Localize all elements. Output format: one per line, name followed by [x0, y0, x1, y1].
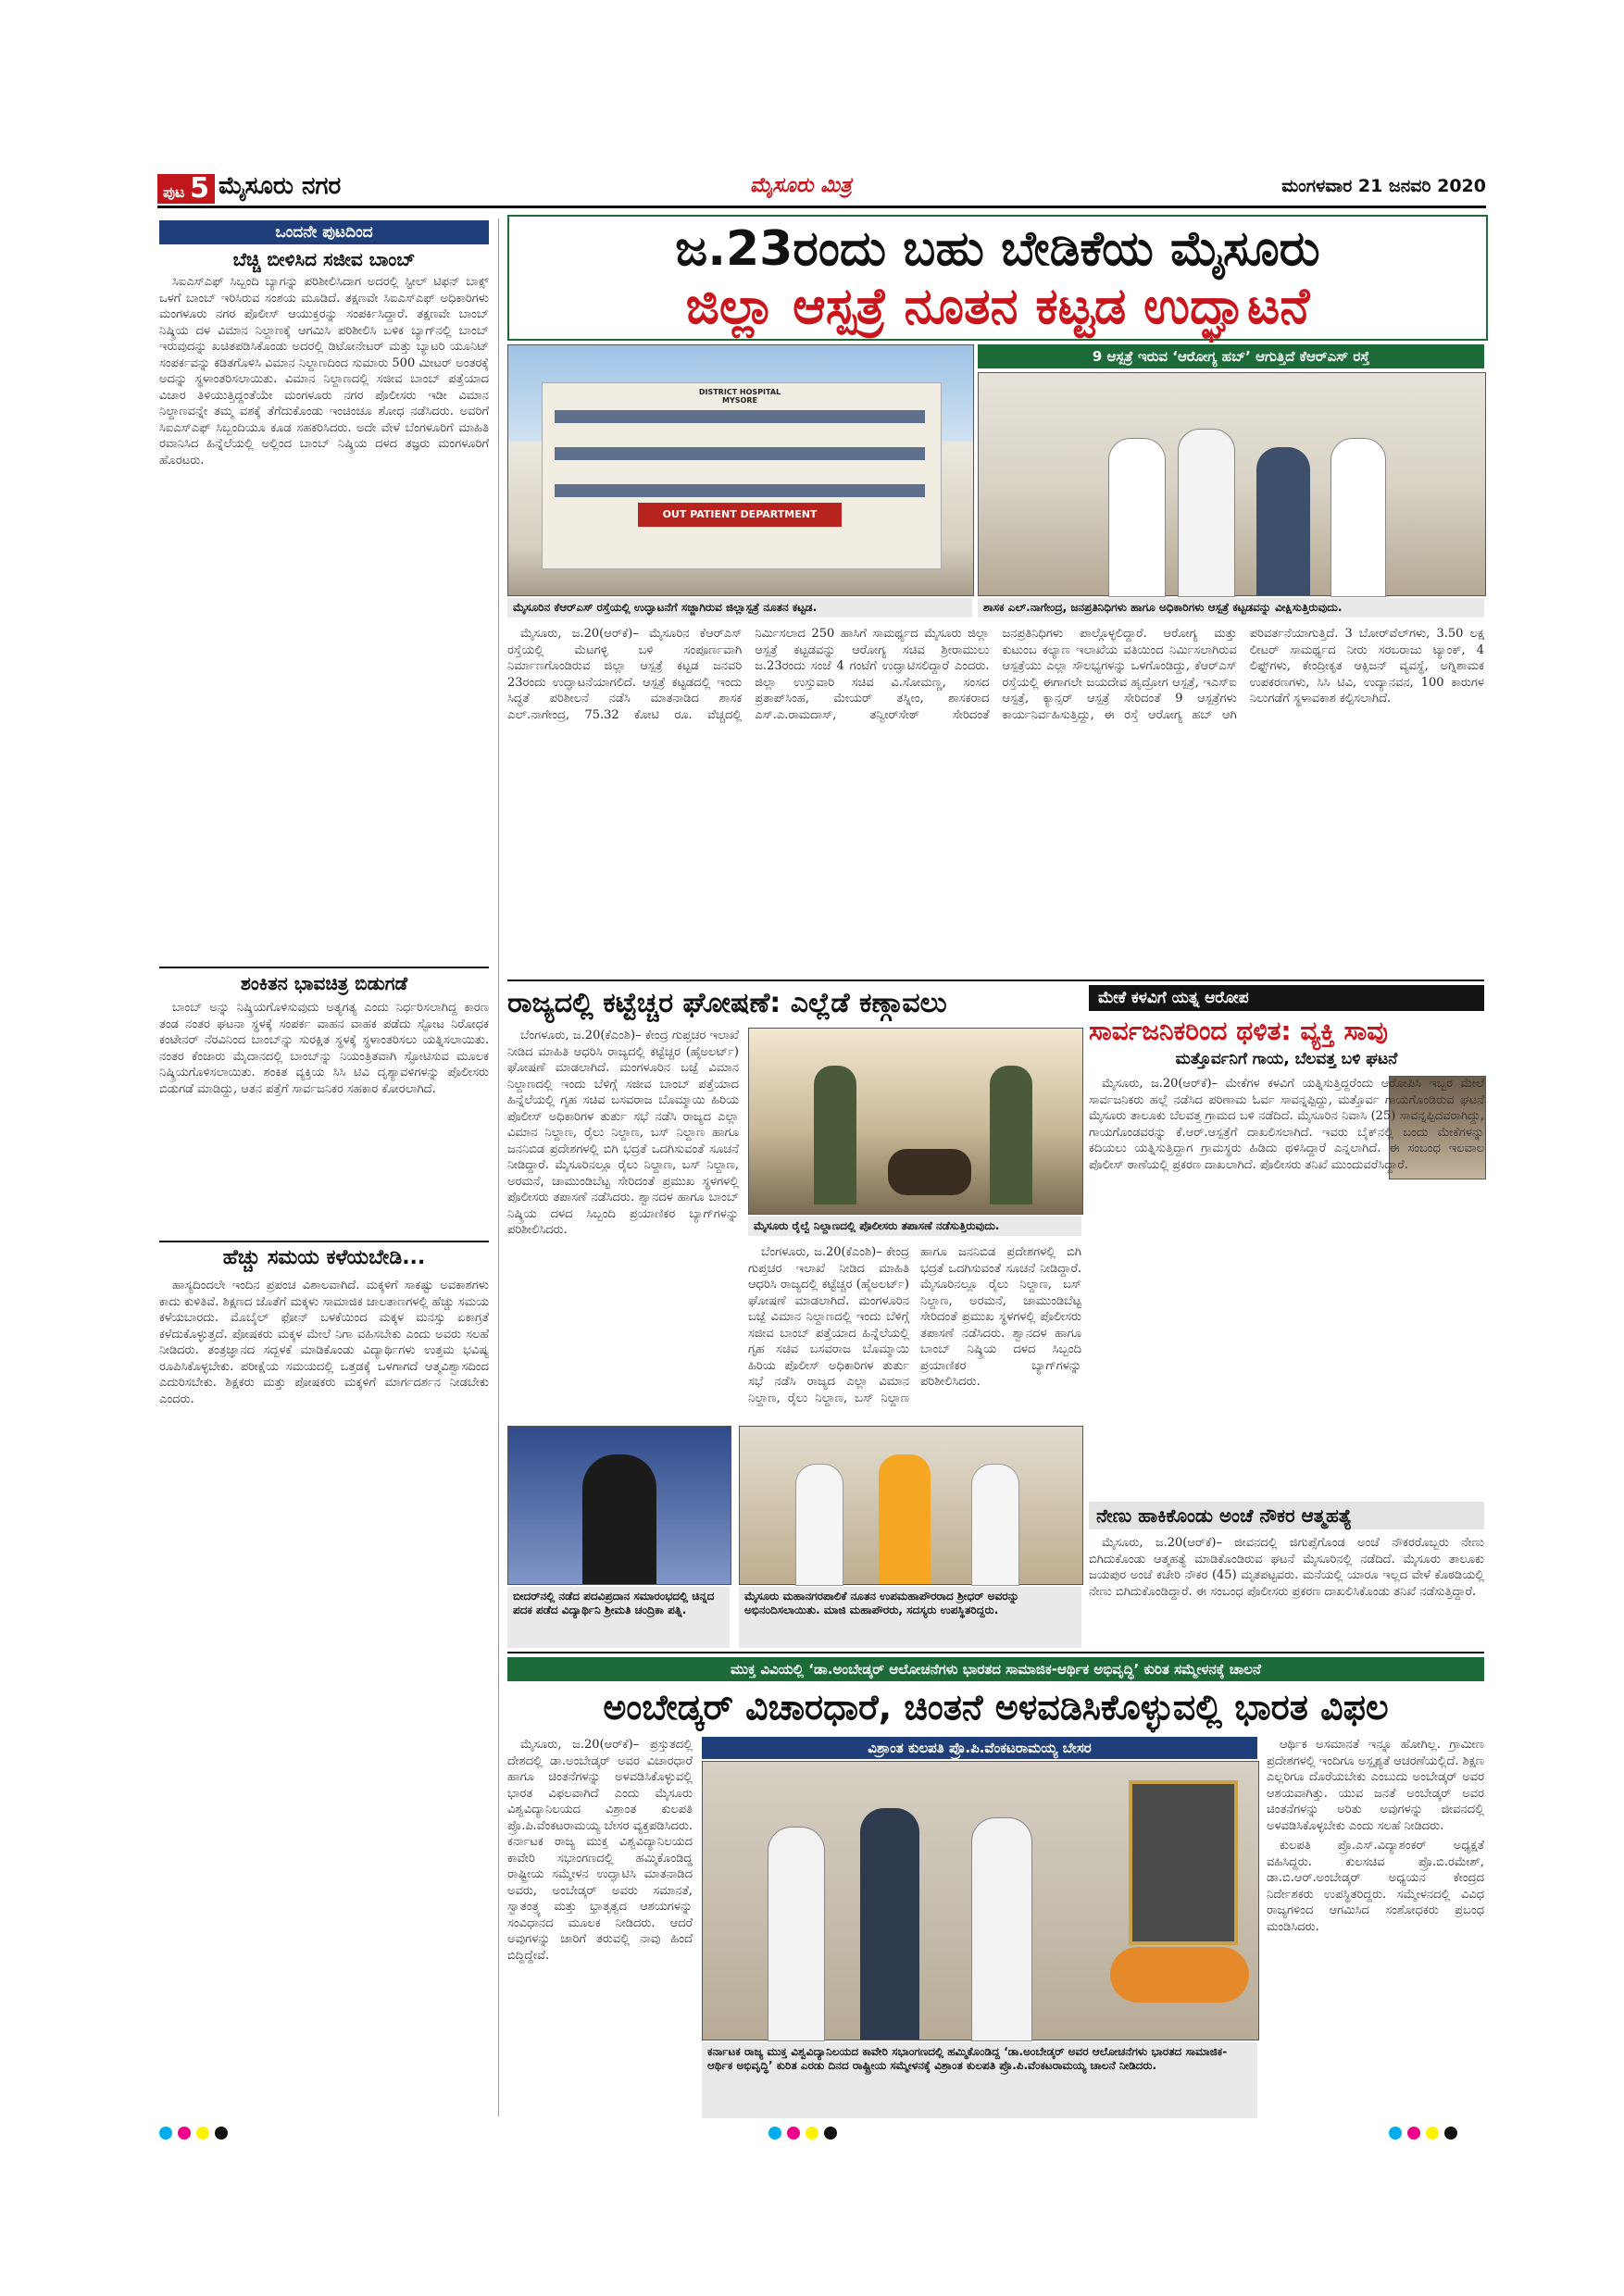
continued-banner: ಒಂದನೇ ಪುಟದಿಂದ — [159, 220, 489, 244]
black-dot — [824, 2127, 837, 2140]
yellow-dot — [196, 2127, 209, 2140]
right-story-subhead: ಮತ್ತೊರ್ವನಿಗೆ ಗಾಯ, ಬೆಲವತ್ತ ಬಳಿ ಘಟನೆ — [1175, 1050, 1398, 1068]
building-window-band — [555, 484, 925, 497]
section-title: ಮೈಸೂರು ನಗರ — [219, 172, 342, 200]
divider — [507, 1652, 1484, 1653]
felicitation-person — [971, 1464, 1019, 1586]
photo-caption: ಮೈಸೂರಿನ ಕೆಆರ್‌ಎಸ್ ರಸ್ತೆಯಲ್ಲಿ ಉದ್ಘಾಟನೆಗೆ ಸಜ್ಜಾಗಿರುವ ಜಿಲ್ಲಾಸ್ಪತ್ರೆ ನೂತನ ಕಟ್ಟಡ. — [507, 598, 972, 618]
corridor-person — [1108, 438, 1166, 597]
yellow-dot — [1426, 2127, 1439, 2140]
event-person — [860, 1808, 919, 2040]
felicitation-person — [795, 1464, 843, 1586]
corridor-person — [1256, 447, 1310, 595]
right-story-body — [1089, 1076, 1484, 1496]
event-person — [971, 1817, 1032, 2041]
story-paragraph: ಸಿಐಎಸ್‌ಎಫ್ ಸಿಬ್ಬಂದಿ ಬ್ಯಾಗನ್ನು ಪರಿಶೀಲಿಸಿದಾಗ ಅದರಲ್ಲಿ ಸ್ಟೀಲ್ ಟಿಫನ್ ಬಾಕ್ಸ್ ಒಳಗೆ ಬಾಂಬ್ ಇರಿಸಿರುವ ಸಂಶಯ ಮೂಡಿದೆ. ತಕ್ಷಣವೇ ಸಿಐಎಸ್‌ಎಫ್ ಅಧಿಕಾರಿಗಳು ಮಂಗಳೂರು ನಗರ ಪೊಲೀಸ್ ಆಯುಕ್ತರನ್ನು ಸಂಪರ್ಕಿಸಿದ್ದಾರೆ. ತಕ್ಷಣವೇ ಬಾಂಬ್ ನಿಷ್ಕ್ರಿಯ ದಳ ವಿಮಾನ ನಿಲ್ದಾಣಕ್ಕೆ ಆಗಮಿಸಿ ಪರಿಶೀಲಿಸಿ ಬಳಿಕ ಬ್ಯಾಗ್‌ನಲ್ಲಿ ಬಾಂಬ್ ಇರುವುದನ್ನು ಖಚಿತಪಡಿಸಿಕೊಂಡು ಅದರಲ್ಲಿ ಡಿಟೋನೇಟರ್ ಮತ್ತು ಬ್ಯಾಟರಿ ಯೂನಿಟ್ ಸಂಪರ್ಕವನ್ನು ಕಡಿತಗೊಳಿಸಿ ವಿಮಾನ ನಿಲ್ದಾಣದಿಂದ ಸುಮಾರು 500 ಮೀಟರ್ ಅಂತರಕ್ಕೆ ಅದನ್ನು ಸ್ಥಳಾಂತರಿಸಲಾಯಿತು. ವಿಮಾನ ನಿಲ್ದಾಣದಲ್ಲಿ ಸಜೀವ ಬಾಂಬ್ ಪತ್ತೆಯಾದ ವಿಚಾರ ತಿಳಿಯುತ್ತಿದ್ದಂತೆಯೇ ಮಂಗಳೂರು ನಗರ ಪೊಲೀಸರು ಇಡೀ ವಿಮಾನ ನಿಲ್ದಾಣವನ್ನೇ ತಮ್ಮ ವಶಕ್ಕೆ ತೆಗೆದುಕೊಂಡು ಇಂಚಿಂಚೂ ಶೋಧ ನಡೆಸಿದರು. ಅವರಿಗೆ ಸಿಐಎಸ್‌ಎಫ್ ಸಿಬ್ಬಂದಿಯೂ ಕೂಡ ಸಹಕರಿಸಿದರು. ಅದೇ ವೇಳೆ ಬೆಂಗಳೂರಿಗೆ ಮಾಹಿತಿ ರವಾನಿಸಿದ ಹಿನ್ನೆಲೆಯಲ್ಲಿ ಅಲ್ಲಿಂದ ಬಾಂಬ್ ನಿಷ್ಕ್ರಿಯ ದಳದ ತಜ್ಞರು ಮಂಗಳೂರಿಗೆ ಹೊರಟರು. — [159, 275, 489, 468]
ambedkar-headline: ಅಂಬೇಡ್ಕರ್ ವಿಚಾರಧಾರೆ, ಚಿಂತನೆ ಅಳವಡಿಸಿಕೊಳ್ಳುವಲ್ಲಿ ಭಾರತ ವಿಫಲ — [603, 1687, 1389, 1728]
lead-headline-line1: ಜ.23ರಂದು ಬಹು ಬೇಡಿಕೆಯ ಮೈಸೂರು — [675, 221, 1320, 277]
ambedkar-body-left — [507, 1737, 693, 2116]
building-window-band — [555, 410, 925, 423]
divider — [159, 967, 489, 968]
felicitation-person — [879, 1454, 931, 1584]
magenta-dot — [1407, 2127, 1420, 2140]
alert-headline: ರಾಜ್ಯದಲ್ಲಿ ಕಟ್ಟೆಚ್ಚರ ಘೋಷಣೆ: ಎಲ್ಲೆಡೆ ಕಣ್ಗಾವಲು — [507, 987, 947, 1019]
ambedkar-photo-banner: ವಿಶ್ರಾಂತ ಕುಲಪತಿ ಪ್ರೊ.ಪಿ.ವೆಂಕಟರಾಮಯ್ಯ ಬೇಸರ — [702, 1737, 1257, 1759]
page-label: ಪುಟ — [163, 183, 185, 201]
story-paragraph: ಮೈಸೂರು, ಜ.20(ಆರ್‌ಕೆ)– ಮೈಸೂರಿನ ಕೆಆರ್‌ಎಸ್ ರಸ್ತೆಯಲ್ಲಿ ಮೆಟಗಳ್ಳಿ ಬಳಿ ಸಂಪೂರ್ಣವಾಗಿ ನಿರ್ಮಾಣಗೊಂಡಿರುವ ಜಿಲ್ಲಾ ಆಸ್ಪತ್ರೆ ಕಟ್ಟಡ ಜನವರಿ 23ರಂದು ಉದ್ಘಾಟನೆಯಾಗಲಿದೆ. ಆಸ್ಪತ್ರೆ ಕಟ್ಟಡದಲ್ಲಿ ಇಂದು ಸಿದ್ಧತೆ ಪರಿಶೀಲನೆ ನಡೆಸಿ ಮಾತನಾಡಿದ ಶಾಸಕ ಎಲ್.ನಾಗೇಂದ್ರ, 75.32 ಕೋಟಿ ರೂ. ವೆಚ್ಚದಲ್ಲಿ ನಿರ್ಮಿಸಲಾದ 250 ಹಾಸಿಗೆ ಸಾಮರ್ಥ್ಯದ ಮೈಸೂರು ಜಿಲ್ಲಾ ಆಸ್ಪತ್ರೆ ಕಟ್ಟಡವನ್ನು ಆರೋಗ್ಯ ಸಚಿವ ಶ್ರೀರಾಮುಲು ಜ.23ರಂದು ಸಂಜೆ 4 ಗಂಟೆಗೆ ಉದ್ಘಾಟಿಸಲಿದ್ದಾರೆ ಎಂದರು. ಜಿಲ್ಲಾ ಉಸ್ತುವಾರಿ ಸಚಿವ ವಿ.ಸೋಮಣ್ಣ, ಸಂಸದ ಪ್ರತಾಪ್‌ಸಿಂಹ, ಮೇಯರ್ ತಸ್ನೀಂ, ಶಾಸಕರಾದ ಎಸ್.ಎ.ರಾಮದಾಸ್, ತನ್ವೀರ್‌ಸೇಠ್ ಸೇರಿದಂತೆ ಜನಪ್ರತಿನಿಧಿಗಳು ಪಾಲ್ಗೊಳ್ಳಲಿದ್ದಾರೆ. ಆರೋಗ್ಯ ಮತ್ತು ಕುಟುಂಬ ಕಲ್ಯಾಣ ಇಲಾಖೆಯ ವತಿಯಿಂದ ನಿರ್ಮಿಸಲಾಗಿರುವ ಆಸ್ಪತ್ರೆಯು ಎಲ್ಲಾ ಸೌಲಭ್ಯಗಳನ್ನು ಒಳಗೊಂಡಿದ್ದು, ಕೆಆರ್‌ಎಸ್ ರಸ್ತೆಯಲ್ಲಿ ಈಗಾಗಲೇ ಜಯದೇವ ಹೃದ್ರೋಗ ಆಸ್ಪತ್ರೆ, ಇಎಸ್‌ಐ ಆಸ್ಪತ್ರೆ, ಕ್ಯಾನ್ಸರ್ ಆಸ್ಪತ್ರೆ ಸೇರಿದಂತೆ 9 ಆಸ್ಪತ್ರೆಗಳು ಕಾರ್ಯನಿರ್ವಹಿಸುತ್ತಿದ್ದು, ಈ ರಸ್ತೆ ಆರೋಗ್ಯ ಹಬ್ ಆಗಿ ಪರಿವರ್ತನೆಯಾಗುತ್ತಿದೆ. 3 ಬೋರ್‌ವೆಲ್‌ಗಳು, 3.50 ಲಕ್ಷ ಲೀಟರ್ ಸಾಮರ್ಥ್ಯದ ನೀರು ಸರಬರಾಜು ಟ್ಯಾಂಕ್, 4 ಲಿಫ್ಟ್‌ಗಳು, ಕೇಂದ್ರೀಕೃತ ಆಕ್ಸಿಜನ್ ವ್ಯವಸ್ಥೆ, ಅಗ್ನಿಶಾಮಕ ಉಪಕರಣಗಳು, ಸಿಸಿ ಟಿವಿ, ಉದ್ಯಾನವನ, 100 ಕಾರುಗಳ ನಿಲುಗಡೆಗೆ ಸ್ಥಳಾವಕಾಶ ಕಲ್ಪಿಸಲಾಗಿದೆ. — [507, 627, 1484, 722]
ambedkar-kicker: ಮುಕ್ತ ವಿವಿಯಲ್ಲಿ ‘ಡಾ.ಅಂಬೇಡ್ಕರ್ ಆಲೋಚನೆಗಳು ಭಾರತದ ಸಾಮಾಜಿಕ-ಆರ್ಥಿಕ ಅಭಿವೃದ್ಧಿ’ ಕುರಿತ ಸಮ್ಮೇಳನಕ್ಕೆ ಚಾಲನೆ — [507, 1657, 1484, 1681]
police-officer — [814, 1066, 856, 1204]
cyan-dot — [768, 2127, 781, 2140]
police-officer — [990, 1066, 1032, 1204]
story-paragraph: ಕುಲಪತಿ ಪ್ರೊ.ಎಸ್.ವಿದ್ಯಾಶಂಕರ್ ಅಧ್ಯಕ್ಷತೆ ವಹಿಸಿದ್ದರು. ಕುಲಸಚಿವ ಪ್ರೊ.ಬಿ.ರಮೇಶ್, ಡಾ.ಬಿ.ಆರ್.ಅಂಬೇಡ್ಕರ್ ಅಧ್ಯಯನ ಕೇಂದ್ರದ ನಿರ್ದೇಶಕರು ಉಪಸ್ಥಿತರಿದ್ದರು. ಸಮ್ಮೇಳನದಲ್ಲಿ ವಿವಿಧ ರಾಜ್ಯಗಳಿಂದ ಆಗಮಿಸಿದ ಸಂಶೋಧಕರು ಪ್ರಬಂಧ ಮಂಡಿಸಿದರು. — [1267, 1839, 1484, 1934]
registration-marks-right — [1389, 2126, 1463, 2143]
magenta-dot — [787, 2127, 800, 2140]
right-story-headline: ಸಾರ್ವಜನಿಕರಿಂದ ಥಳಿತ: ವ್ಯಕ್ತಿ ಸಾವು — [1089, 1016, 1389, 1046]
divider — [507, 980, 1484, 981]
story-paragraph: ಬೆಂಗಳೂರು, ಜ.20(ಕೆಎಂಶಿ)– ಕೇಂದ್ರ ಗುಪ್ತಚರ ಇಲಾಖೆ ನೀಡಿದ ಮಾಹಿತಿ ಆಧರಿಸಿ ರಾಜ್ಯದಲ್ಲಿ ಕಟ್ಟೆಚ್ಚರ (ಹೈಅಲರ್ಟ್) ಘೋಷಣೆ ಮಾಡಲಾಗಿದೆ. ಮಂಗಳೂರಿನ ಬಜ್ಪೆ ವಿಮಾನ ನಿಲ್ದಾಣದಲ್ಲಿ ಇಂದು ಬೆಳಿಗ್ಗೆ ಸಜೀವ ಬಾಂಬ್ ಪತ್ತೆಯಾದ ಹಿನ್ನೆಲೆಯಲ್ಲಿ ಗೃಹ ಸಚಿವ ಬಸವರಾಜ ಬೊಮ್ಮಾಯಿ ಹಿರಿಯ ಪೊಲೀಸ್ ಅಧಿಕಾರಿಗಳ ತುರ್ತು ಸಭೆ ನಡೆಸಿ ರಾಜ್ಯದ ಎಲ್ಲಾ ವಿಮಾನ ನಿಲ್ದಾಣ, ರೈಲು ನಿಲ್ದಾಣ, ಬಸ್ ನಿಲ್ದಾಣ ಹಾಗೂ ಜನನಿಬಿಡ ಪ್ರದೇಶಗಳಲ್ಲಿ ಬಿಗಿ ಭದ್ರತೆ ಒದಗಿಸುವಂತೆ ಸೂಚನೆ ನೀಡಿದ್ದಾರೆ. ಮೈಸೂರಿನಲ್ಲೂ ರೈಲು ನಿಲ್ದಾಣ, ಬಸ್ ನಿಲ್ದಾಣ, ಅರಮನೆ, ಚಾಮುಂಡಿಬೆಟ್ಟ ಸೇರಿದಂತೆ ಪ್ರಮುಖ ಸ್ಥಳಗಳಲ್ಲಿ ಪೊಲೀಸರು ತಪಾಸಣೆ ನಡೆಸಿದರು. ಶ್ವಾನದಳ ಹಾಗೂ ಬಾಂಬ್ ನಿಷ್ಕ್ರಿಯ ದಳದ ಸಿಬ್ಬಂದಿ ಪ್ರಯಾಣಿಕರ ಬ್ಯಾಗ್‌ಗಳನ್ನು ಪರಿಶೀಲಿಸಿದರು. — [507, 1029, 739, 1237]
story-title: ಬೆಚ್ಚಿ ಬೀಳಿಸಿದ ಸಜೀವ ಬಾಂಬ್ — [232, 248, 416, 270]
photo-caption: ಶಾಸಕ ಎಲ್.ನಾಗೇಂದ್ರ, ಜನಪ್ರತಿನಿಧಿಗಳು ಹಾಗೂ ಅಧಿಕಾರಿಗಳು ಆಸ್ಪತ್ರೆ ಕಟ್ಟಡವನ್ನು ವೀಕ್ಷಿಸುತ್ತಿರುವುದು. — [978, 598, 1484, 618]
corridor-person — [1330, 438, 1386, 597]
right-story2-headline: ನೇಣು ಹಾಕಿಕೊಂಡು ಅಂಚೆ ನೌಕರ ಆತ್ಮಹತ್ಯೆ — [1089, 1502, 1484, 1529]
photo-caption: ಬೀದರ್‌ನಲ್ಲಿ ನಡೆದ ಪದವಿಪ್ರದಾನ ಸಮಾರಂಭದಲ್ಲಿ ಚಿನ್ನದ ಪದಕ ಪಡೆದ ವಿದ್ಯಾರ್ಥಿನಿ ಶ್ರೀಮತಿ ಚಂದ್ರಿಕಾ ಪತ್ನಿ. — [507, 1587, 730, 1648]
cyan-dot — [159, 2127, 172, 2140]
photo-caption: ಮೈಸೂರು ಮಹಾನಗರಪಾಲಿಕೆ ನೂತನ ಉಪಮಹಾಪೌರರಾದ ಶ್ರೀಧರ್ ಅವರನ್ನು ಅಭಿನಂದಿಸಲಾಯಿತು. ಮಾಜಿ ಮಹಾಪೌರರು, ಸದಸ್ಯರು ಉಪಸ್ಥಿತರಿದ್ದರು. — [739, 1587, 1081, 1648]
story-paragraph: ಬಾಂಬ್ ಅನ್ನು ನಿಷ್ಕ್ರಿಯಗೊಳಿಸುವುದು ಅತ್ಯಗತ್ಯ ಎಂದು ನಿರ್ಧರಿಸಲಾಗಿದ್ದ ಕಾರಣ ತಂಡ ನಂತರ ಘಟನಾ ಸ್ಥಳಕ್ಕೆ ಸಂಪರ್ಕ ವಾಹನ ವಾಹಕ ಪಡೆದು ಸ್ಫೋಟ ನಿರೋಧಕ ಕಂಟೇನರ್ ನೆರವಿನಿಂದ ಬಾಂಬ್‌ನ್ನು ಸುರಕ್ಷಿತ ಸ್ಥಳಕ್ಕೆ ಸ್ಥಳಾಂತರಿಸಲು ಯತ್ನಿಸಲಾಯಿತು. ನಂತರ ಕೆಂಜಾರು ಮೈದಾನದಲ್ಲಿ ಬಾಂಬ್‌ನ್ನು ನಿಯಂತ್ರಿತವಾಗಿ ಸ್ಫೋಟಿಸುವ ಮೂಲಕ ನಿಷ್ಕ್ರಿಯಗೊಳಿಸಲಾಯಿತು. ಶಂಕಿತ ವ್ಯಕ್ತಿಯ ಸಿಸಿ ಟಿವಿ ದೃಶ್ಯಾವಳಿಗಳನ್ನು ಪೊಲೀಸರು ಬಿಡುಗಡೆ ಮಾಡಿದ್ದು, ಆತನ ಪತ್ತೆಗೆ ಸಾರ್ವಜನಿಕರ ಸಹಕಾರ ಕೋರಲಾಗಿದೆ. — [159, 1001, 489, 1096]
magenta-dot — [178, 2127, 191, 2140]
police-dog — [888, 1149, 971, 1195]
story-body — [159, 1000, 489, 1236]
story-title: ಹೆಚ್ಚು ಸಮಯ ಕಳೆಯಬೇಡಿ... — [222, 1246, 426, 1269]
masthead — [157, 172, 1486, 208]
alert-story-body-left — [507, 1028, 739, 1416]
story-title: ಶಂಕಿತನ ಭಾವಚಿತ್ರ ಬಿಡುಗಡೆ — [240, 972, 408, 994]
page-number-box — [157, 174, 215, 204]
ambedkar-body-right — [1267, 1737, 1484, 2116]
felicitation-photo — [739, 1426, 1083, 1585]
hospital-building-photo — [507, 344, 974, 596]
story-paragraph: ಬೆಂಗಳೂರು, ಜ.20(ಕೆಎಂಶಿ)– ಕೇಂದ್ರ ಗುಪ್ತಚರ ಇಲಾಖೆ ನೀಡಿದ ಮಾಹಿತಿ ಆಧರಿಸಿ ರಾಜ್ಯದಲ್ಲಿ ಕಟ್ಟೆಚ್ಚರ (ಹೈಅಲರ್ಟ್) ಘೋಷಣೆ ಮಾಡಲಾಗಿದೆ. ಮಂಗಳೂರಿನ ಬಜ್ಪೆ ವಿಮಾನ ನಿಲ್ದಾಣದಲ್ಲಿ ಇಂದು ಬೆಳಿಗ್ಗೆ ಸಜೀವ ಬಾಂಬ್ ಪತ್ತೆಯಾದ ಹಿನ್ನೆಲೆಯಲ್ಲಿ ಗೃಹ ಸಚಿವ ಬಸವರಾಜ ಬೊಮ್ಮಾಯಿ ಹಿರಿಯ ಪೊಲೀಸ್ ಅಧಿಕಾರಿಗಳ ತುರ್ತು ಸಭೆ ನಡೆಸಿ ರಾಜ್ಯದ ಎಲ್ಲಾ ವಿಮಾನ ನಿಲ್ದಾಣ, ರೈಲು ನಿಲ್ದಾಣ, ಬಸ್ ನಿಲ್ದಾಣ ಹಾಗೂ ಜನನಿಬಿಡ ಪ್ರದೇಶಗಳಲ್ಲಿ ಬಿಗಿ ಭದ್ರತೆ ಒದಗಿಸುವಂತೆ ಸೂಚನೆ ನೀಡಿದ್ದಾರೆ. ಮೈಸೂರಿನಲ್ಲೂ ರೈಲು ನಿಲ್ದಾಣ, ಬಸ್ ನಿಲ್ದಾಣ, ಅರಮನೆ, ಚಾಮುಂಡಿಬೆಟ್ಟ ಸೇರಿದಂತೆ ಪ್ರಮುಖ ಸ್ಥಳಗಳಲ್ಲಿ ಪೊಲೀಸರು ತಪಾಸಣೆ ನಡೆಸಿದರು. ಶ್ವಾನದಳ ಹಾಗೂ ಬಾಂಬ್ ನಿಷ್ಕ್ರಿಯ ದಳದ ಸಿಬ್ಬಂದಿ ಪ್ರಯಾಣಿಕರ ಬ್ಯಾಗ್‌ಗಳನ್ನು ಪರಿಶೀಲಿಸಿದರು. — [748, 1245, 1081, 1405]
story-paragraph: ಮೈಸೂರು, ಜ.20(ಆರ್‌ಕೆ)– ಮೇಕೆಗಳ ಕಳವಿಗೆ ಯತ್ನಿಸುತ್ತಿದ್ದರೆಂದು ಆರೋಪಿಸಿ ಇಬ್ಬರ ಮೇಲೆ ಸಾರ್ವಜನಿಕರು ಹಲ್ಲೆ ನಡೆಸಿದ ಪರಿಣಾಮ ಓರ್ವ ಸಾವನ್ನಪ್ಪಿದ್ದು, ಮತ್ತೊರ್ವ ಗಾಯಗೊಂಡಿರುವ ಘಟನೆ ಮೈಸೂರು ತಾಲೂಕು ಬೆಲವತ್ತ ಗ್ರಾಮದ ಬಳಿ ನಡೆದಿದೆ. ಮೈಸೂರಿನ ನಿವಾಸಿ (25) ಸಾವನ್ನಪ್ಪಿದವರಾಗಿದ್ದು, ಗಾಯಗೊಂಡವರನ್ನು ಕೆ.ಆರ್.ಆಸ್ಪತ್ರೆಗೆ ದಾಖಲಿಸಲಾಗಿದೆ. ಇವರು ಬೈಕ್‌ನಲ್ಲಿ ಬಂದು ಮೇಕೆಗಳನ್ನು ಕದಿಯಲು ಯತ್ನಿಸುತ್ತಿದ್ದಾಗ ಗ್ರಾಮಸ್ಥರು ಹಿಡಿದು ಥಳಿಸಿದ್ದಾರೆ ಎನ್ನಲಾಗಿದೆ. ಈ ಸಂಬಂಧ ಇಲವಾಲ ಪೊಲೀಸ್ ಠಾಣೆಯಲ್ಲಿ ಪ್ರಕರಣ ದಾಖಲಾಗಿದೆ. ಪೊಲೀಸರು ತನಿಖೆ ಮುಂದುವರೆಸಿದ್ದಾರೆ. — [1089, 1077, 1484, 1172]
graduate-photo — [507, 1426, 731, 1585]
lead-headline-line2: ಜಿಲ್ಲಾ ಆಸ್ಪತ್ರೆ ನೂತನ ಕಟ್ಟಡ ಉದ್ಘಾಟನೆ — [685, 277, 1310, 335]
black-dot — [1444, 2127, 1457, 2140]
story-paragraph: ಮೈಸೂರು, ಜ.20(ಆರ್‌ಕೆ)– ಜೀವನದಲ್ಲಿ ಜಿಗುಪ್ಸೆಗೊಂಡ ಅಂಚೆ ನೌಕರರೊಬ್ಬರು ನೇಣು ಬಿಗಿದುಕೊಂಡು ಆತ್ಮಹತ್ಯೆ ಮಾಡಿಕೊಂಡಿರುವ ಘಟನೆ ಮೈಸೂರಿನಲ್ಲಿ ನಡೆದಿದೆ. ಮೈಸೂರು ತಾಲೂಕು ಜಯಪುರ ಅಂಚೆ ಕಚೇರಿ ನೌಕರ (45) ಮೃತಪಟ್ಟವರು. ಮನೆಯಲ್ಲಿ ಯಾರೂ ಇಲ್ಲದ ವೇಳೆ ಕೊಠಡಿಯಲ್ಲಿ ನೇಣು ಬಿಗಿದುಕೊಂಡಿದ್ದಾರೆ. ಈ ಸಂಬಂಧ ಪೊಲೀಸರು ಪ್ರಕರಣ ದಾಖಲಿಸಿಕೊಂಡು ತನಿಖೆ ನಡೆಸುತ್ತಿದ್ದಾರೆ. — [1089, 1536, 1484, 1599]
column-rule — [498, 218, 499, 2116]
page-number: 5 — [190, 172, 209, 205]
alert-story-body-right — [748, 1244, 1081, 1416]
cyan-dot — [1389, 2127, 1402, 2140]
right-story-label: ಮೇಕೆ ಕಳವಿಗೆ ಯತ್ನ ಆರೋಪ — [1089, 985, 1484, 1011]
divider — [159, 1241, 489, 1242]
story-body — [159, 274, 489, 961]
building-window-band — [555, 447, 925, 460]
story-paragraph: ಹಾಸ್ಯದಿಂದಲೇ ಇಂದಿನ ಪ್ರಪಂಚ ವಿಶಾಲವಾಗಿದೆ. ಮಕ್ಕಳಿಗೆ ಸಾಕಷ್ಟು ಅವಕಾಶಗಳು ಕಾದು ಕುಳಿತಿವೆ. ಶಿಕ್ಷಣದ ಜೊತೆಗೆ ಮಕ್ಕಳು ಸಾಮಾಜಿಕ ಜಾಲತಾಣಗಳಲ್ಲಿ ಹೆಚ್ಚು ಸಮಯ ಕಳೆಯಬಾರದು. ಮೊಬೈಲ್ ಫೋನ್ ಬಳಕೆಯಿಂದ ಮಕ್ಕಳ ಮನಸ್ಸು ಏಕಾಗ್ರತೆ ಕಳೆದುಕೊಳ್ಳುತ್ತದೆ. ಪೋಷಕರು ಮಕ್ಕಳ ಮೇಲೆ ನಿಗಾ ವಹಿಸಬೇಕು ಎಂದು ಅವರು ಸಲಹೆ ನೀಡಿದರು. ತಂತ್ರಜ್ಞಾನದ ಸದ್ಬಳಕೆ ಮಾಡಿಕೊಂಡು ವಿದ್ಯಾರ್ಥಿಗಳು ಉತ್ತಮ ಭವಿಷ್ಯ ರೂಪಿಸಿಕೊಳ್ಳಬೇಕು. ಪರೀಕ್ಷೆಯ ಸಮಯದಲ್ಲಿ ಒತ್ತಡಕ್ಕೆ ಒಳಗಾಗದೆ ಆತ್ಮವಿಶ್ವಾಸದಿಂದ ಎದುರಿಸಬೇಕು. ಶಿಕ್ಷಕರು ಮತ್ತು ಪೋಷಕರು ಮಕ್ಕಳಿಗೆ ಮಾರ್ಗದರ್ಶನ ನೀಡಬೇಕು ಎಂದರು. — [159, 1279, 489, 1406]
edition-date: ಮಂಗಳವಾರ 21 ಜನವರಿ 2020 — [1281, 176, 1486, 196]
right-story2-body — [1089, 1535, 1484, 1646]
lead-headline-box — [507, 215, 1488, 341]
photo-caption: ಕರ್ನಾಟಕ ರಾಜ್ಯ ಮುಕ್ತ ವಿಶ್ವವಿದ್ಯಾನಿಲಯದ ಕಾವೇರಿ ಸಭಾಂಗಣದಲ್ಲಿ ಹಮ್ಮಿಕೊಂಡಿದ್ದ ‘ಡಾ.ಅಂಬೇಡ್ಕರ್ ಅವರ ಆಲೋಚನೆಗಳು ಭಾರತದ ಸಾಮಾಜಿಕ-ಆರ್ಥಿಕ ಅಭಿವೃದ್ಧಿ’ ಕುರಿತ ಎರಡು ದಿನದ ರಾಷ್ಟ್ರೀಯ ಸಮ್ಮೇಳನಕ್ಕೆ ವಿಶ್ರಾಂತ ಕುಲಪತಿ ಪ್ರೊ.ಪಿ.ವೆಂಕಟರಾಮಯ್ಯ ಚಾಲನೆ ನೀಡಿದರು. — [702, 2042, 1257, 2118]
railway-police-photo — [748, 1028, 1083, 1215]
photo-caption: ಮೈಸೂರು ರೈಲ್ವೆ ನಿಲ್ದಾಣದಲ್ಲಿ ಪೊಲೀಸರು ತಪಾಸಣೆ ನಡೆಸುತ್ತಿರುವುದು. — [748, 1217, 1081, 1236]
story-paragraph: ಆರ್ಥಿಕ ಅಸಮಾನತೆ ಇನ್ನೂ ಹೋಗಿಲ್ಲ. ಗ್ರಾಮೀಣ ಪ್ರದೇಶಗಳಲ್ಲಿ ಇಂದಿಗೂ ಅಸ್ಪೃಶ್ಯತೆ ಆಚರಣೆಯಲ್ಲಿದೆ. ಶಿಕ್ಷಣ ಎಲ್ಲರಿಗೂ ದೊರೆಯಬೇಕು ಎಂಬುದು ಅಂಬೇಡ್ಕರ್ ಅವರ ಆಶಯವಾಗಿತ್ತು. ಯುವ ಜನತೆ ಅಂಬೇಡ್ಕರ್ ಅವರ ಚಿಂತನೆಗಳನ್ನು ಅರಿತು ಅವುಗಳನ್ನು ಜೀವನದಲ್ಲಿ ಅಳವಡಿಸಿಕೊಳ್ಳಬೇಕು ಎಂದು ಸಲಹೆ ನೀಡಿದರು. — [1267, 1738, 1484, 1833]
paper-name: ಮೈಸೂರು ಮಿತ್ರ — [750, 174, 852, 197]
ambedkar-portrait — [1129, 1780, 1238, 1945]
event-person — [768, 1827, 825, 2041]
lead-story-body — [507, 626, 1484, 974]
graduate-figure — [582, 1454, 656, 1584]
inspection-photo — [978, 372, 1486, 596]
registration-marks-center — [768, 2126, 843, 2143]
ambedkar-event-photo — [702, 1761, 1259, 2040]
corridor-person — [1178, 429, 1235, 597]
story-paragraph: ಮೈಸೂರು, ಜ.20(ಆರ್‌ಕೆ)– ಪ್ರಸ್ತುತದಲ್ಲಿ ದೇಶದಲ್ಲಿ ಡಾ.ಅಂಬೇಡ್ಕರ್ ಅವರ ವಿಚಾರಧಾರೆ ಹಾಗೂ ಚಿಂತನೆಗಳನ್ನು ಅಳವಡಿಸಿಕೊಳ್ಳುವಲ್ಲಿ ಭಾರತ ವಿಫಲವಾಗಿದೆ ಎಂದು ಮೈಸೂರು ವಿಶ್ವವಿದ್ಯಾನಿಲಯದ ವಿಶ್ರಾಂತ ಕುಲಪತಿ ಪ್ರೊ.ಪಿ.ವೆಂಕಟರಾಮಯ್ಯ ಬೇಸರ ವ್ಯಕ್ತಪಡಿಸಿದರು. ಕರ್ನಾಟಕ ರಾಜ್ಯ ಮುಕ್ತ ವಿಶ್ವವಿದ್ಯಾನಿಲಯದ ಕಾವೇರಿ ಸಭಾಂಗಣದಲ್ಲಿ ಹಮ್ಮಿಕೊಂಡಿದ್ದ ರಾಷ್ಟ್ರೀಯ ಸಮ್ಮೇಳನ ಉದ್ಘಾಟಿಸಿ ಮಾತನಾಡಿದ ಅವರು, ಅಂಬೇಡ್ಕರ್ ಅವರು ಸಮಾನತೆ, ಸ್ವಾತಂತ್ರ್ಯ ಮತ್ತು ಭ್ರಾತೃತ್ವದ ಆಶಯಗಳನ್ನು ಸಂವಿಧಾನದ ಮೂಲಕ ನೀಡಿದರು. ಆದರೆ ಅವುಗಳನ್ನು ಜಾರಿಗೆ ತರುವಲ್ಲಿ ನಾವು ಹಿಂದೆ ಬಿದ್ದಿದ್ದೇವೆ. — [507, 1738, 693, 1963]
black-dot — [215, 2127, 228, 2140]
yellow-dot — [806, 2127, 818, 2140]
registration-marks-left — [159, 2126, 233, 2143]
side-banner: 9 ಆಸ್ಪತ್ರೆ ಇರುವ ‘ಆರೋಗ್ಯ ಹಬ್’ ಆಗುತ್ತಿದೆ ಕೆಆರ್‌ಎಸ್ ರಸ್ತೆ — [978, 344, 1484, 368]
flower-garland — [1110, 1947, 1249, 2003]
hospital-sign-top: DISTRICT HOSPITAL MYSORE — [698, 388, 781, 405]
hospital-sign-bottom: OUT PATIENT DEPARTMENT — [662, 508, 818, 520]
story-body — [159, 1278, 489, 2115]
